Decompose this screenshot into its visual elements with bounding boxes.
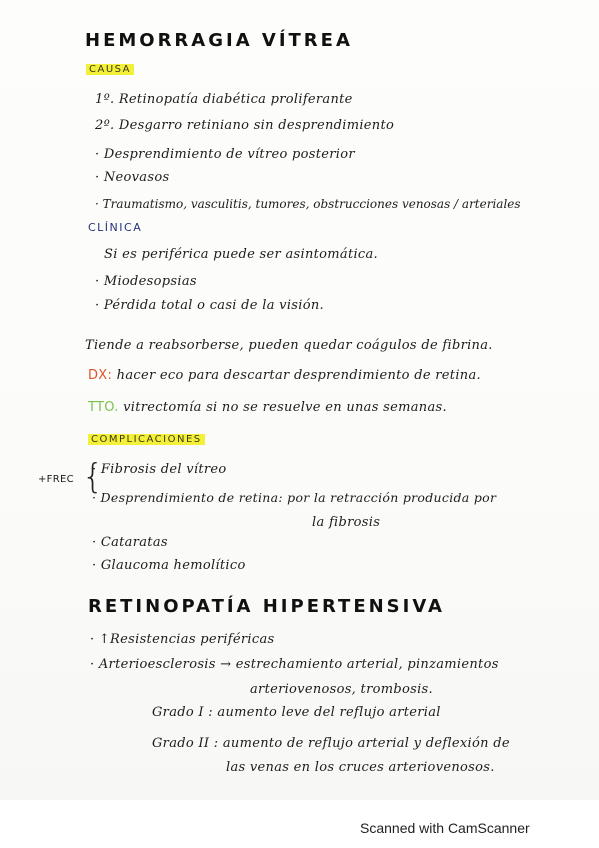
dx-label: DX:	[88, 368, 113, 383]
causa-item-3: · Desprendimiento de vítreo posterior	[95, 147, 355, 162]
grado1-text: aumento leve del reflujo arterial	[217, 705, 441, 720]
complicacion-item-4: · Glaucoma hemolítico	[92, 558, 246, 573]
grado2-text-2: las venas en los cruces arteriovenosos.	[226, 760, 495, 775]
grado2-line	[152, 736, 510, 751]
tendencia-text: Tiende a reabsorberse, pueden quedar coágulos de fibrina.	[85, 338, 493, 353]
causa-item-4: · Neovasos	[95, 170, 170, 185]
complicaciones-label: COMPLICACIONES	[88, 434, 205, 445]
clinica-label: CLÍNICA	[88, 221, 143, 234]
dx-text: hacer eco para descartar desprendimiento de retina.	[116, 368, 481, 383]
complicacion-item-1: · Fibrosis del vítreo	[92, 462, 227, 477]
frec-label: +FREC	[38, 474, 74, 485]
clinica-item-3: · Pérdida total o casi de la visión.	[95, 298, 324, 313]
causa-label: CAUSA	[86, 64, 134, 75]
causa-item-5: · Traumatismo, vasculitis, tumores, obstrucciones venosas / arteriales	[95, 197, 521, 211]
complicacion-item-3: · Cataratas	[92, 535, 168, 550]
retino-item-2b: arteriovenosos, trombosis.	[250, 682, 433, 697]
clinica-item-2: · Miodesopsias	[95, 274, 197, 289]
retino-item-1: · ↑Resistencias periféricas	[90, 632, 275, 647]
causa-item-1: 1º. Retinopatía diabética proliferante	[95, 92, 353, 107]
grado1-line	[152, 705, 441, 720]
tto-label: TTO.	[88, 400, 119, 415]
section-title-retinopatia: RETINOPATÍA HIPERTENSIVA	[88, 596, 445, 617]
causa-item-2: 2º. Desgarro retiniano sin desprendimiento	[95, 118, 395, 133]
scanner-watermark: Scanned with CamScanner	[360, 820, 530, 836]
tto-line	[88, 400, 447, 415]
brace-icon: {	[82, 457, 104, 497]
tto-text: vitrectomía si no se resuelve en unas semanas.	[123, 400, 447, 415]
section-title-hemorragia: HEMORRAGIA VÍTREA	[85, 30, 353, 51]
grado2-label: Grado II :	[152, 736, 219, 751]
retino-item-2: · Arterioesclerosis → estrechamiento arterial, pinzamientos	[90, 657, 499, 672]
dx-line	[88, 368, 481, 383]
clinica-item-1: Si es periférica puede ser asintomática.	[104, 247, 378, 262]
complicacion-item-2: · Desprendimiento de retina: por la retracción producida por	[92, 490, 497, 505]
grado1-label: Grado I :	[152, 705, 213, 720]
complicacion-item-2b: la fibrosis	[312, 515, 381, 530]
grado2-text-1: aumento de reflujo arterial y deflexión de	[222, 736, 510, 751]
